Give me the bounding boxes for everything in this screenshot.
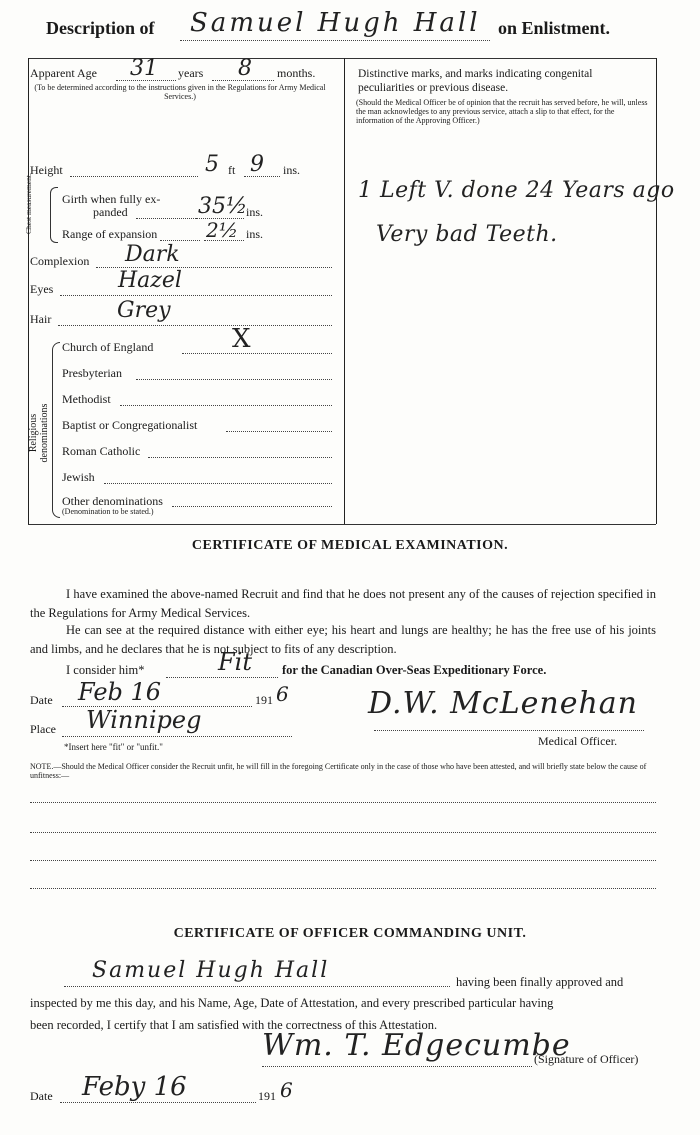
marks-heading-2: peculiarities or previous disease. (358, 82, 509, 94)
years-label: years (178, 66, 204, 80)
religion-roman-catholic: Roman Catholic (62, 444, 141, 458)
chest-label: Chest measurement. (24, 173, 33, 234)
complexion-label: Complexion (30, 254, 90, 268)
range-label: Range of expansion (62, 227, 158, 241)
range-line-b (204, 240, 244, 241)
officer-year-suffix: 6 (280, 1078, 293, 1102)
apparent-age-label: Apparent Age (30, 66, 97, 80)
officer-line-1-tail: having been finally approved and (456, 975, 624, 989)
medical-para-1: I have examined the above-named Recruit and find that he does not present any of the causes of rejection specified in the Regulations for Army Medical Services. (30, 587, 656, 620)
medical-year-suffix: 6 (276, 682, 289, 706)
marks-entry-2: Very bad Teeth. (376, 222, 558, 247)
medical-date-value: Feb 16 (78, 678, 162, 706)
medical-title: CERTIFICATE OF MEDICAL EXAMINATION. (191, 538, 509, 553)
religion-line-2 (136, 379, 332, 380)
chest-brace (50, 187, 58, 243)
officer-name-line (64, 986, 450, 987)
medical-para-2: He can see at the required distance with either eye; his heart and lungs are healthy; he has the free use of his joints and limbs, and he declares that he is not subject to fits of any description. (30, 623, 656, 656)
height-label: Height (30, 163, 63, 177)
religious-label: Religious denominations (28, 403, 50, 463)
consider-line (166, 677, 278, 678)
center-rule (344, 58, 345, 524)
force-label: for the Canadian Over-Seas Expeditionary Force. (282, 663, 547, 677)
religion-baptist: Baptist or Congregationalist (62, 418, 198, 432)
height-ins-label: ins. (283, 163, 301, 177)
religion-line-7 (172, 506, 332, 507)
medical-officer-signature: D.W. McLenehan (368, 686, 638, 721)
religion-line-6 (104, 483, 332, 484)
officer-date-value: Feby 16 (82, 1072, 187, 1102)
girth-line-a (136, 218, 198, 219)
consider-label: I consider him* (66, 663, 145, 677)
header-suffix: on Enlistment. (498, 18, 611, 38)
marks-note: (Should the Medical Officer be of opinion that the recruit has served before, he will, unless the man acknowledges to any previous service, attach a slip to that effect, for the information of the Approving Officer.) (356, 98, 648, 125)
officer-date-label: Date (30, 1089, 53, 1103)
right-rule (656, 58, 657, 524)
height-line-a (70, 176, 198, 177)
medical-date-label: Date (30, 693, 53, 707)
eyes-label: Eyes (30, 282, 54, 296)
girth-label-2: panded (93, 205, 128, 219)
marks-entry-1: 1 Left V. done 24 Years ago (358, 178, 675, 203)
ft-label: ft (228, 163, 236, 177)
name-line (180, 40, 490, 41)
consider-value: Fit (218, 648, 252, 676)
place-label: Place (30, 722, 56, 736)
hair-value: Grey (117, 298, 171, 323)
religion-jewish: Jewish (62, 470, 95, 484)
age-months-line (212, 80, 274, 81)
officer-year-prefix: 191 (258, 1089, 276, 1103)
commanding-officer-signature: Wm. T. Edgecumbe (262, 1028, 571, 1063)
months-label: months. (277, 66, 316, 80)
girth-ins-label: ins. (246, 205, 264, 219)
girth-value: 35½ (198, 194, 248, 219)
medical-signature-line (374, 730, 644, 731)
height-line-b (244, 176, 280, 177)
range-line-a (160, 240, 200, 241)
age-note: (To be determined according to the instructions given in the Regulations for Army Medical Services.) (34, 83, 326, 101)
insert-note: *Insert here "fit" or "unfit." (64, 742, 163, 752)
range-value: 2½ (206, 218, 239, 242)
top-rule (28, 58, 656, 59)
officer-signature-line (262, 1066, 532, 1067)
religion-brace (52, 342, 60, 518)
height-in-value: 9 (250, 152, 264, 177)
denomination-note: (Denomination to be stated.) (62, 507, 154, 516)
officer-signature-label: (Signature of Officer) (534, 1052, 639, 1066)
religion-presbyterian: Presbyterian (62, 366, 122, 380)
religion-mark: X (232, 324, 251, 354)
religion-church-of-england: Church of England (62, 340, 154, 354)
girth-label-1: Girth when fully ex- (62, 192, 161, 206)
religion-line-3 (120, 405, 332, 406)
hair-line (58, 325, 332, 326)
place-value: Winnipeg (86, 706, 202, 734)
medical-year-prefix: 191 (255, 693, 273, 707)
religion-other: Other denominations (62, 494, 163, 508)
religion-line-1 (182, 353, 332, 354)
recruit-name: Samuel Hugh Hall (190, 8, 481, 38)
eyes-value: Hazel (118, 268, 182, 293)
religion-line-5 (148, 457, 332, 458)
age-months-value: 8 (238, 56, 252, 81)
hair-label: Hair (30, 312, 52, 326)
bottom-rule (28, 524, 656, 525)
height-ft-value: 5 (205, 152, 219, 177)
unfit-line-3 (30, 860, 656, 861)
complexion-value: Dark (125, 242, 180, 267)
range-ins-label: ins. (246, 227, 264, 241)
officer-recruit-name: Samuel Hugh Hall (92, 958, 330, 983)
eyes-line (60, 295, 332, 296)
officer-date-line (60, 1102, 256, 1103)
unfit-line-1 (30, 802, 656, 803)
header-prefix: Description of (46, 18, 155, 38)
unfit-line-4 (30, 888, 656, 889)
religion-line-4 (226, 431, 332, 432)
medical-officer-label: Medical Officer. (538, 734, 618, 748)
officer-title: CERTIFICATE OF OFFICER COMMANDING UNIT. (173, 926, 527, 941)
place-line (62, 736, 292, 737)
unfit-note: NOTE.—Should the Medical Officer consider the Recruit unfit, he will fill in the foregoing Certificate only in the case of those who have been attested, and will briefly state below the cause of unfitness:— (30, 762, 647, 780)
marks-heading-1: Distinctive marks, and marks indicating congenital (358, 68, 593, 80)
age-years-line (116, 80, 176, 81)
religion-methodist: Methodist (62, 392, 111, 406)
age-years-value: 31 (130, 56, 158, 81)
unfit-line-2 (30, 832, 656, 833)
officer-line-3: been recorded, I certify that I am satisfied with the correctness of this Attestation. (30, 1018, 438, 1032)
officer-line-2: inspected by me this day, and his Name, Age, Date of Attestation, and every prescribed particular having (30, 996, 554, 1010)
